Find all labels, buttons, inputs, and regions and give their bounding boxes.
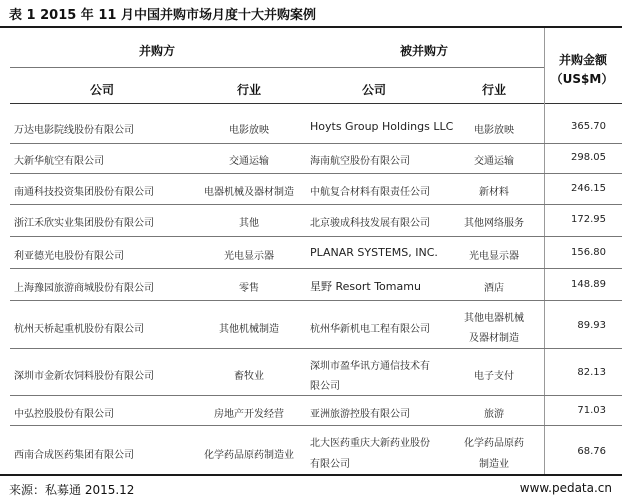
row-4-amount: 172.95 (571, 214, 606, 225)
title-bar (0, 0, 622, 28)
row-divider (10, 143, 622, 144)
row-2-amount: 298.05 (571, 152, 606, 163)
row-10-acquirer: 西南合成医药集团有限公司 (14, 450, 134, 461)
row-4-acquirer: 浙江禾欣实业集团股份有限公司 (14, 218, 154, 229)
row-6-target: 星野 Resort Tomamu (310, 280, 421, 293)
row-9-target: 亚洲旅游控股有限公司 (310, 409, 410, 420)
row-7-acquirer-industry: 其他机械制造 (219, 324, 279, 335)
row-4-target-industry: 其他网络服务 (464, 218, 524, 229)
row-divider (10, 236, 622, 237)
row-10-amount: 68.76 (577, 446, 606, 457)
row-8-acquirer-industry: 畜牧业 (234, 371, 264, 382)
row-3-target: 中航复合材料有限责任公司 (310, 187, 430, 198)
row-9-amount: 71.03 (577, 405, 606, 416)
row-3-acquirer-industry: 电器机械及器材制造 (204, 187, 294, 198)
row-8-target-industry: 电子支付 (474, 371, 514, 382)
row-4-acquirer-industry: 其他 (239, 218, 259, 229)
row-4-target: 北京骏成科技发展有限公司 (310, 218, 430, 229)
row-6-amount: 148.89 (571, 279, 606, 290)
footer (0, 474, 622, 501)
row-1-target-industry: 电影放映 (474, 125, 514, 136)
row-7-acquirer: 杭州天桥起重机股份有限公司 (14, 324, 144, 335)
header-acquirer: 并购方 (138, 44, 175, 58)
row-2-acquirer: 大新华航空有限公司 (14, 156, 104, 167)
header-amount-line2: （US$M） (550, 72, 614, 86)
header-bottom-rule (10, 103, 622, 104)
header-divider (10, 67, 544, 68)
header-company-2: 公司 (361, 83, 386, 97)
row-1-amount: 365.70 (571, 121, 606, 132)
row-8-target-line2: 限公司 (310, 381, 340, 392)
row-1-acquirer-industry: 电影放映 (229, 125, 269, 136)
row-8-acquirer: 深圳市金新农饲料股份有限公司 (14, 371, 154, 382)
row-9-acquirer-industry: 房地产开发经营 (214, 409, 284, 420)
row-5-acquirer: 利亚德光电股份有限公司 (14, 251, 124, 262)
row-3-target-industry: 新材料 (479, 187, 509, 198)
row-9-acquirer: 中弘控股股份有限公司 (14, 409, 114, 420)
row-6-acquirer: 上海豫园旅游商城股份有限公司 (14, 283, 154, 294)
source-note: 来源：私募通 2015.12 (9, 483, 135, 497)
row-10-target-industry-line1: 化学药品原药 (464, 438, 524, 449)
header-industry-2: 行业 (481, 83, 506, 97)
row-7-target-industry-line1: 其他电器机械 (464, 313, 524, 324)
table-title: 表 1 2015 年 11 月中国并购市场月度十大并购案例 (9, 8, 316, 23)
row-divider (10, 268, 622, 269)
row-6-acquirer-industry: 零售 (239, 283, 259, 294)
header-industry: 行业 (236, 83, 261, 97)
row-3-amount: 246.15 (571, 183, 606, 194)
row-10-target-line2: 有限公司 (310, 459, 350, 470)
row-divider (10, 173, 622, 174)
row-divider (10, 348, 622, 349)
row-2-acquirer-industry: 交通运输 (229, 156, 269, 167)
row-10-target-industry-line2: 制造业 (479, 459, 509, 470)
row-7-target-industry-line2: 及器材制造 (469, 333, 519, 344)
row-6-target-industry: 酒店 (484, 283, 504, 294)
row-10-target-line1: 北大医药重庆大新药业股份 (310, 438, 430, 449)
row-1-acquirer: 万达电影院线股份有限公司 (14, 125, 134, 136)
website-link[interactable]: www.pedata.cn (519, 481, 612, 495)
row-divider (10, 425, 622, 426)
row-5-acquirer-industry: 光电显示器 (224, 251, 274, 262)
row-divider (10, 204, 622, 205)
row-3-acquirer: 南通科技投资集团股份有限公司 (14, 187, 154, 198)
row-7-target: 杭州华新机电工程有限公司 (310, 324, 430, 335)
row-5-target-industry: 光电显示器 (469, 251, 519, 262)
row-8-target-line1: 深圳市盈华讯方通信技术有 (310, 361, 430, 372)
row-9-target-industry: 旅游 (484, 409, 504, 420)
row-2-target-industry: 交通运输 (474, 156, 514, 167)
header-target: 被并购方 (399, 44, 448, 58)
row-5-amount: 156.80 (571, 247, 606, 258)
row-8-amount: 82.13 (577, 367, 606, 378)
row-2-target: 海南航空股份有限公司 (310, 156, 410, 167)
row-7-amount: 89.93 (577, 320, 606, 331)
row-5-target: PLANAR SYSTEMS, INC. (310, 246, 438, 259)
row-divider (10, 300, 622, 301)
header-amount-line1: 并购金额 (558, 53, 607, 67)
row-10-acquirer-industry: 化学药品原药制造业 (204, 450, 294, 461)
row-1-target: Hoyts Group Holdings LLC (310, 120, 454, 133)
header-company: 公司 (89, 83, 114, 97)
row-divider (10, 395, 622, 396)
